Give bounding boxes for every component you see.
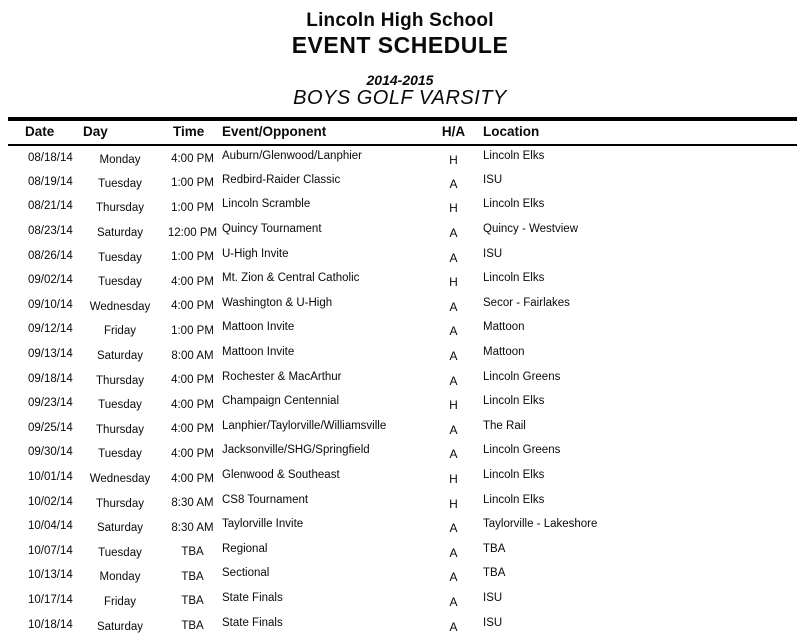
time-cell: 1:00 PM — [171, 324, 214, 337]
event-opponent-cell: Washington & U-High — [222, 296, 333, 309]
location-cell: ISU — [483, 591, 503, 604]
location-cell: ISU — [483, 247, 503, 260]
table-row — [8, 170, 797, 195]
day-cell: Tuesday — [98, 276, 142, 289]
location-cell: Lincoln Elks — [483, 198, 545, 211]
home-away-cell: A — [449, 349, 458, 364]
table-row — [8, 243, 797, 268]
location-cell: ISU — [483, 616, 503, 629]
location-cell: Mattoon — [483, 321, 525, 334]
time-cell: 4:00 PM — [171, 447, 214, 460]
event-opponent-cell: Mattoon Invite — [222, 346, 295, 359]
event-opponent-cell: Sectional — [222, 567, 270, 580]
home-away-cell: A — [449, 447, 458, 462]
schedule-header-row — [8, 119, 797, 145]
home-away-cell: A — [449, 619, 458, 634]
season-label: 2014-2015 — [366, 72, 434, 88]
location-cell: TBA — [483, 542, 506, 555]
table-row — [8, 514, 797, 539]
time-cell: 8:00 AM — [171, 349, 214, 362]
home-away-cell: A — [449, 521, 458, 536]
date-cell: 08/18/14 — [28, 151, 73, 164]
time-cell: TBA — [181, 546, 204, 559]
time-cell: 12:00 PM — [167, 226, 218, 239]
table-row — [8, 612, 797, 637]
location-cell: Taylorville - Lakeshore — [483, 518, 598, 531]
date-cell: 09/23/14 — [28, 397, 73, 410]
home-away-cell: H — [449, 496, 458, 511]
time-cell: TBA — [181, 570, 204, 583]
event-opponent-cell: Regional — [222, 542, 268, 555]
day-cell: Friday — [104, 595, 136, 608]
time-cell: 8:30 AM — [171, 521, 214, 534]
date-cell: 10/17/14 — [28, 593, 73, 606]
schedule-table — [8, 117, 797, 637]
home-away-cell: H — [449, 275, 458, 290]
home-away-cell: H — [449, 472, 458, 487]
day-cell: Tuesday — [98, 177, 142, 190]
home-away-cell: A — [449, 324, 458, 339]
location-cell: Lincoln Elks — [483, 272, 545, 285]
table-row — [8, 194, 797, 219]
date-cell: 10/01/14 — [28, 471, 73, 484]
time-cell: TBA — [181, 620, 204, 633]
time-cell: 1:00 PM — [171, 201, 214, 214]
day-cell: Thursday — [96, 497, 144, 510]
day-cell: Tuesday — [98, 546, 142, 559]
day-cell: Wednesday — [89, 300, 151, 313]
location-cell: The Rail — [483, 419, 526, 432]
column-header-location: Location — [472, 119, 797, 145]
home-away-cell: A — [449, 594, 458, 609]
date-cell: 09/12/14 — [28, 323, 73, 336]
location-cell: Lincoln Greens — [483, 444, 561, 457]
event-opponent-cell: Rochester & MacArthur — [222, 370, 342, 383]
day-cell: Thursday — [96, 202, 144, 215]
date-cell: 09/02/14 — [28, 274, 73, 287]
home-away-cell: A — [449, 570, 458, 585]
school-name: Lincoln High School — [306, 10, 494, 31]
date-cell: 09/10/14 — [28, 298, 73, 311]
date-cell: 10/02/14 — [28, 495, 73, 508]
location-cell: TBA — [483, 567, 506, 580]
event-opponent-cell: Lanphier/Taylorville/Williamsville — [222, 419, 387, 432]
event-opponent-cell: State Finals — [222, 591, 283, 604]
date-cell: 09/30/14 — [28, 446, 73, 459]
day-cell: Tuesday — [98, 448, 142, 461]
event-opponent-cell: Redbird-Raider Classic — [222, 173, 341, 186]
location-cell: Lincoln Elks — [483, 149, 545, 162]
home-away-cell: A — [449, 226, 458, 241]
day-cell: Monday — [99, 153, 141, 166]
table-row — [8, 539, 797, 564]
table-row — [8, 293, 797, 318]
home-away-cell: A — [449, 176, 458, 191]
location-cell: Lincoln Elks — [483, 469, 545, 482]
date-cell: 10/13/14 — [28, 569, 73, 582]
time-cell: 4:00 PM — [171, 275, 214, 288]
table-row — [8, 342, 797, 367]
location-cell: Quincy - Westview — [483, 223, 579, 236]
home-away-cell: A — [449, 373, 458, 388]
event-opponent-cell: Mattoon Invite — [222, 321, 295, 334]
location-cell: Mattoon — [483, 346, 525, 359]
table-row — [8, 465, 797, 490]
time-cell: 4:00 PM — [171, 423, 214, 436]
date-cell: 10/18/14 — [28, 618, 73, 631]
home-away-cell: H — [449, 201, 458, 216]
date-cell: 10/04/14 — [28, 520, 73, 533]
home-away-cell: H — [449, 152, 458, 167]
table-row — [8, 563, 797, 588]
time-cell: 4:00 PM — [171, 374, 214, 387]
location-cell: ISU — [483, 173, 503, 186]
time-cell: 4:00 PM — [171, 300, 214, 313]
time-cell: 8:30 AM — [171, 497, 214, 510]
day-cell: Saturday — [96, 522, 144, 535]
event-opponent-cell: Lincoln Scramble — [222, 198, 311, 211]
location-cell: Lincoln Greens — [483, 370, 561, 383]
home-away-cell: H — [449, 398, 458, 413]
date-cell: 09/13/14 — [28, 348, 73, 361]
location-cell: Secor - Fairlakes — [483, 296, 570, 309]
table-row — [8, 416, 797, 441]
event-opponent-cell: Auburn/Glenwood/Lanphier — [222, 149, 363, 162]
event-opponent-cell: U-High Invite — [222, 247, 289, 260]
table-row — [8, 391, 797, 416]
column-header-time: Time — [165, 119, 220, 145]
table-row — [8, 145, 797, 170]
date-cell: 08/21/14 — [28, 200, 73, 213]
column-header-date: Date — [8, 119, 75, 145]
table-row — [8, 588, 797, 613]
event-opponent-cell: State Finals — [222, 616, 283, 629]
event-opponent-cell: CS8 Tournament — [222, 493, 309, 506]
column-header-day: Day — [75, 119, 165, 145]
table-row — [8, 366, 797, 391]
day-cell: Saturday — [96, 227, 144, 240]
day-cell: Friday — [104, 325, 136, 338]
day-cell: Thursday — [96, 423, 144, 436]
time-cell: 4:00 PM — [171, 153, 214, 166]
location-cell: Lincoln Elks — [483, 395, 545, 408]
home-away-cell: A — [449, 250, 458, 265]
event-opponent-cell: Glenwood & Southeast — [222, 469, 340, 482]
time-cell: 4:00 PM — [171, 398, 214, 411]
column-header-home-away: H/A — [435, 119, 472, 145]
home-away-cell: A — [449, 299, 458, 314]
day-cell: Thursday — [96, 374, 144, 387]
date-cell: 08/23/14 — [28, 225, 73, 238]
date-cell: 09/25/14 — [28, 421, 73, 434]
time-cell: 4:00 PM — [171, 472, 214, 485]
table-row — [8, 268, 797, 293]
date-cell: 09/18/14 — [28, 372, 73, 385]
event-opponent-cell: Jacksonville/SHG/Springfield — [222, 444, 370, 457]
event-opponent-cell: Taylorville Invite — [222, 518, 304, 531]
day-cell: Tuesday — [98, 399, 142, 412]
day-cell: Wednesday — [89, 473, 151, 486]
day-cell: Saturday — [96, 350, 144, 363]
day-cell: Tuesday — [98, 251, 142, 264]
event-opponent-cell: Champaign Centennial — [222, 395, 339, 408]
date-cell: 08/19/14 — [28, 175, 73, 188]
location-cell: Lincoln Elks — [483, 493, 545, 506]
home-away-cell: A — [449, 422, 458, 437]
table-row — [8, 317, 797, 342]
time-cell: 1:00 PM — [171, 251, 214, 264]
date-cell: 10/07/14 — [28, 544, 73, 557]
day-cell: Saturday — [96, 620, 144, 633]
event-opponent-cell: Mt. Zion & Central Catholic — [222, 272, 360, 285]
table-row — [8, 219, 797, 244]
schedule-body — [8, 145, 797, 637]
table-row — [8, 440, 797, 465]
document-header — [0, 0, 800, 109]
time-cell: 1:00 PM — [171, 177, 214, 190]
time-cell: TBA — [181, 595, 204, 608]
date-cell: 08/26/14 — [28, 249, 73, 262]
column-header-event-opponent: Event/Opponent — [220, 119, 435, 145]
home-away-cell: A — [449, 545, 458, 560]
day-cell: Monday — [99, 571, 141, 584]
team-label: BOYS GOLF VARSITY — [293, 87, 507, 109]
page-title: EVENT SCHEDULE — [291, 32, 509, 58]
table-row — [8, 489, 797, 514]
event-opponent-cell: Quincy Tournament — [222, 223, 322, 236]
